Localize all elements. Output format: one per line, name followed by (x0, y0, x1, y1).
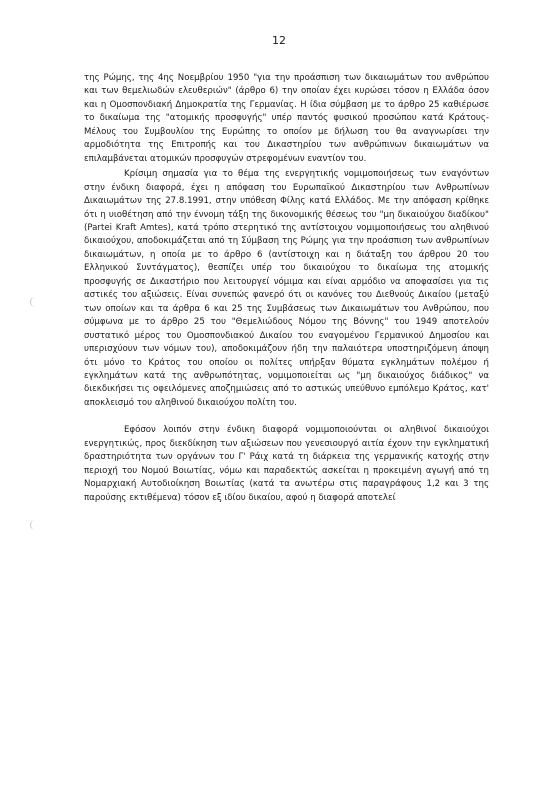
document-body (84, 72, 489, 505)
paragraph: Κρίσιμη σημασία για το θέμα της ενεργητικής νομιμοποιήσεως των εναγόντων στην ένδικη διαφορά, έχει η απόφαση του Ευρωπαϊκού Δικαστηρίου των Ανθρωπίνων Δικαιωμάτων της 27.8.1991, στην υπόθεση Φίλης κατά Ελλάδος. Με την απόφαση κρίθηκε ότι η υιοθέτηση από την έννομη τάξη της δικονομικής θέσεως του "μη δικαιούχου διαδίκου" (Partei Kraft Amtes), κατά τρόπο στερητικό της αντίστοιχου νομιμοποιήσεως του αληθινού δικαιούχου, αποδοκιμάζεται από τη Σύμβαση της Ρώμης για την προάσπιση των ανθρωπίνων δικαιωμάτων, η οποία με το άρθρο 6 (αντίστοιχη και η διάταξη του άρθρου 20 του Ελληνικού Συντάγματος), θεσπίζει υπέρ του δικαιούχου το δικαίωμα της ατομικής προσφυγής σε Δικαστήριο που λειτουργεί νόμιμα και είναι αρμόδιο να αποφασίσει για τις αστικές του αξιώσεις. Είναι συνεπώς φανερό ότι οι κανόνες του Διεθνούς Δικαίου (μεταξύ των οποίων και τα άρθρα 6 και 25 της Συμβάσεως των Δικαιωμάτων του Ανθρώπου, που σύμφωνα με το άρθρο 25 του "Θεμελιώδους Νόμου της Βόννης" του 1949 αποτελούν συστατικό μέρος του Ομοσπονδιακού Δικαίου του εναγομένου Γερμανικού Δημοσίου και υπερισχύουν των νόμων του), αποδοκιμάζουν ήδη την παλαιότερα υποστηριζόμενη άποψη ότι μόνο το Κράτος του οποίου οι πολίτες υπήρξαν θύματα εγκλημάτων πολέμου ή εγκλημάτων κατά της ανθρωπότητας, νομιμοποιείται ως "μη δικαιούχος διάδικος" να διεκδικήσει τις οφειλόμενες αποζημιώσεις από το αστικώς υπεύθυνο εμπόλεμο Κράτος, κατ' αποκλεισμό του αληθινού δικαιούχου πολίτη του. (84, 169, 489, 408)
binding-hole-mark (30, 520, 37, 530)
binding-hole-mark (30, 297, 37, 307)
page-number: 12 (272, 34, 286, 47)
paragraph: της Ρώμης, της 4ης Νοεμβρίου 1950 "για την προάσπιση των δικαιωμάτων του ανθρώπου και των θεμελιωδών ελευθεριών" (άρθρο 6) την οποίαν έχει κυρώσει τόσον η Ελλάδα όσον και η Ομοσπονδιακή Δημοκρατία της Γερμανίας. Η ίδια σύμβαση με το άρθρο 25 καθιέρωσε το δικαίωμα της "ατομικής προσφυγής" υπέρ παντός φυσικού προσώπου κατά Κράτους-Μέλους του Συμβουλίου της Ευρώπης το οποίον με δήλωση του θα αναγνωρίσει την αρμοδιότητα της Επιτροπής και του Δικαστηρίου των ανθρώπινων δικαιωμάτων να επιλαμβάνεται ατομικών προσφυγών στρεφομένων εναντίον του. (84, 73, 489, 164)
paragraph: Εφόσον λοιπόν στην ένδικη διαφορά νομιμοποιούνται οι αληθινοί δικαιούχοι ενεργητικώς, προς διεκδίκηση των αξιώσεων που γενεσιουργό αιτία έχουν την εγκληματική δραστηριότητα των οργάνων του Γ' Ράιχ κατά τη διάρκεια της γερμανικής κατοχής στην περιοχή του Νομού Βοιωτίας, νόμω και παραδεκτώς ασκείται η προκειμένη αγωγή από τη Νομαρχιακή Αυτοδιοίκηση Βοιωτίας (κατά τα ανωτέρω στις παραγράφους 1,2 και 3 της παρούσης εκτιθέμενα) τόσον εξ ιδίου δικαίου, αφού η διαφορά αποτελεί (84, 425, 489, 503)
